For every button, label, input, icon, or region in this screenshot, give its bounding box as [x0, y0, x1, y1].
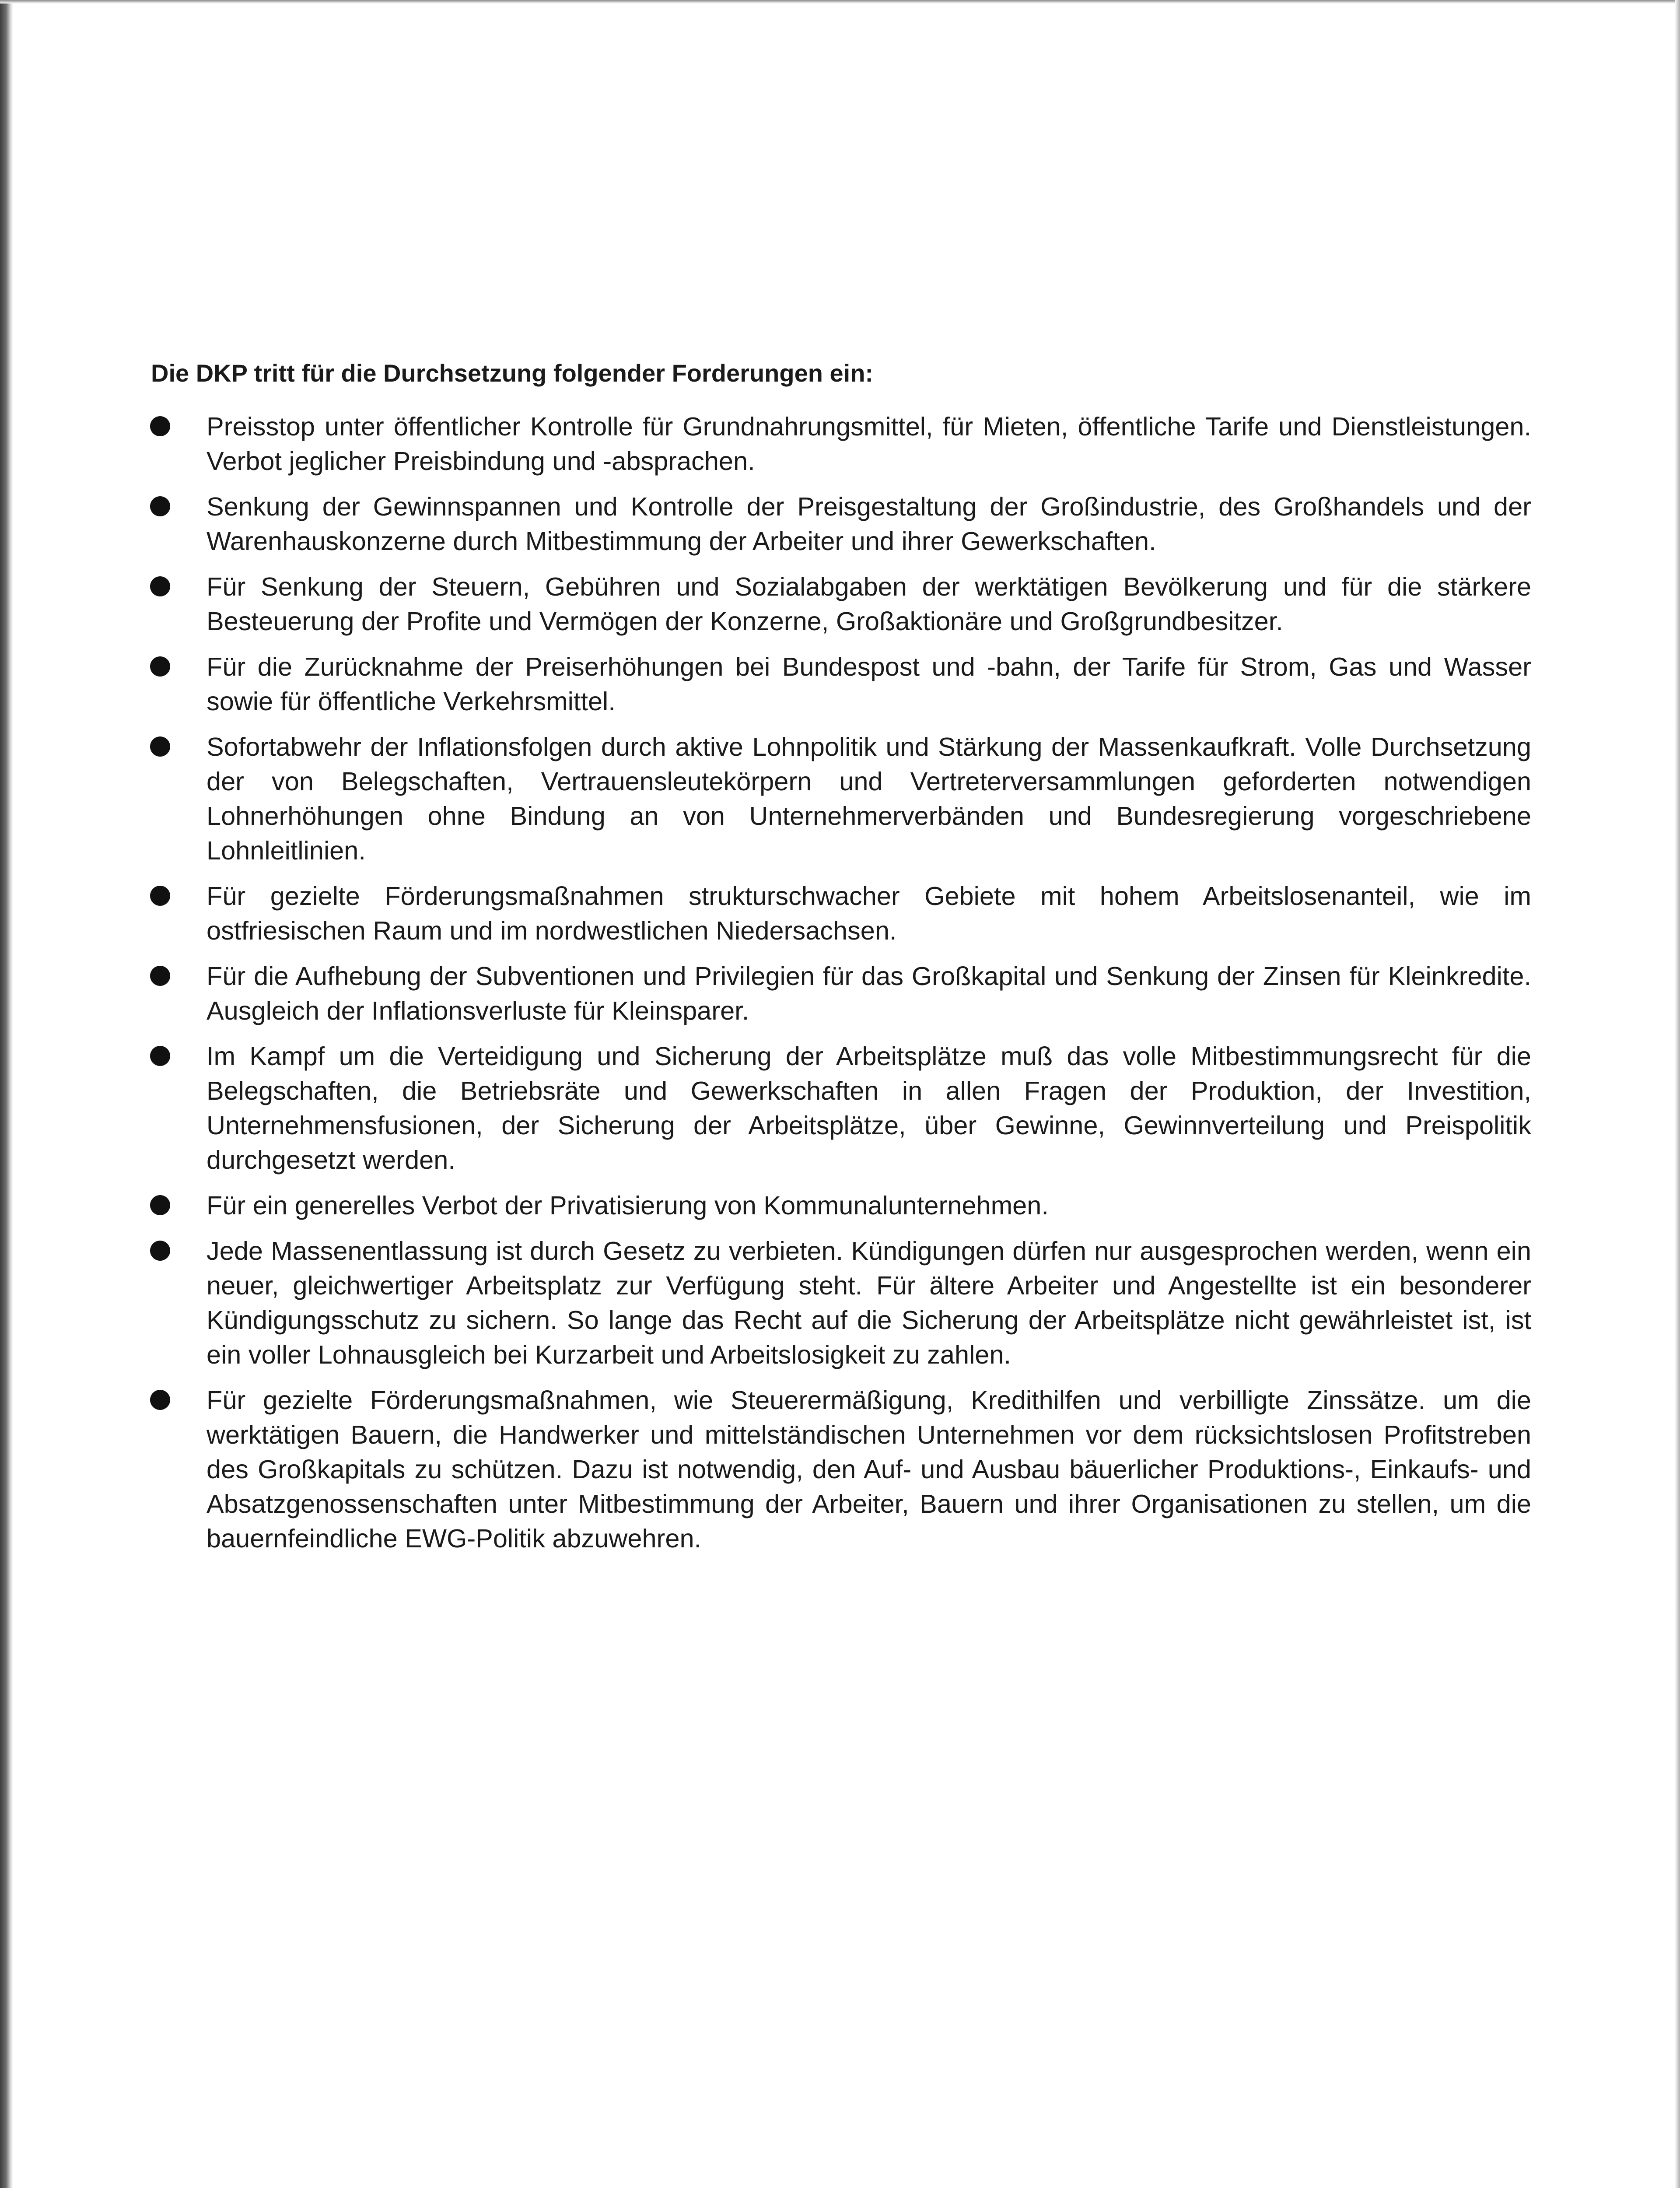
demands-list — [147, 409, 1531, 1567]
bullet-dot — [150, 1241, 170, 1261]
bullet-dot — [150, 736, 170, 757]
demand-text: Für die Zurücknahme der Preiserhöhungen bei Bundespost und -bahn, der Tarife für Strom, Gas und Wasser sowie für öffentliche Verkehrsmittel. — [206, 652, 1531, 716]
demand-text: Senkung der Gewinnspannen und Kontrolle der Preisgestaltung der Großindustrie, des Großhandels und der Warenhauskonzerne durch Mitbestimmung der Arbeiter und ihrer Gewerkschaften. — [206, 492, 1531, 556]
demand-text: Sofortabwehr der Inflationsfolgen durch aktive Lohnpolitik und Stärkung der Massenkaufkraft. Volle Durchsetzung der von Belegschaften, Vertrauensleutekörpern und Vertreterversammlungen geforderten notwendigen Lohnerhöhungen ohne Bindung an von Unternehmerverbänden und Bundesregierung vorgeschriebene Lohnleitlinien. — [206, 732, 1531, 865]
bullet-dot — [150, 966, 170, 986]
bullet-dot — [150, 1390, 170, 1410]
demand-item — [147, 1188, 1531, 1223]
page-edge-shadow-left — [0, 0, 13, 2188]
demand-item — [147, 409, 1531, 478]
demand-text: Für gezielte Förderungsmaßnahmen strukturschwacher Gebiete mit hohem Arbeitslosenanteil, wie im ostfriesischen Raum und im nordwestlichen Niedersachsen. — [206, 881, 1531, 945]
demand-text: Für die Aufhebung der Subventionen und Privilegien für das Großkapital und Senkung der Zinsen für Kleinkredite. Ausgleich der Inflationsverluste für Kleinsparer. — [206, 961, 1531, 1025]
demand-item — [147, 729, 1531, 868]
demand-item — [147, 1234, 1531, 1372]
bullet-dot — [150, 656, 170, 677]
demand-item — [147, 649, 1531, 719]
demand-item — [147, 489, 1531, 558]
demand-text: Für gezielte Förderungsmaßnahmen, wie Steuerermäßigung, Kredithilfen und verbilligte Zinssätze. um die werktätigen Bauern, die Handwerker und mittelständischen Unternehmen vor dem rücksichtslosen Profitstreben des Großkapitals zu schützen. Dazu ist notwendig, den Auf- und Ausbau bäuerlicher Produktions-, Einkaufs- und Absatzgenossenschaften unter Mitbestimmung der Arbeiter, Bauern und ihrer Organisationen zu stellen, um die bauernfeindliche EWG-Politik abzuwehren. — [206, 1385, 1531, 1553]
bullet-dot — [150, 1195, 170, 1215]
demand-item — [147, 879, 1531, 948]
page-edge-shadow-top — [0, 0, 1680, 4]
section-heading: Die DKP tritt für die Durchsetzung folgender Forderungen ein: — [151, 359, 874, 387]
demand-item — [147, 1383, 1531, 1556]
bullet-dot — [150, 416, 170, 436]
demand-item — [147, 1039, 1531, 1177]
demand-text: Jede Massenentlassung ist durch Gesetz zu verbieten. Kündigungen dürfen nur ausgesprochen werden, wenn ein neuer, gleichwertiger Arbeitsplatz zur Verfügung steht. Für ältere Arbeiter und Angestellte ist ein besonderer Kündigungsschutz zu sichern. So lange das Recht auf die Sicherung der Arbeitsplätze nicht gewährleistet ist, ist ein voller Lohnausgleich bei Kurzarbeit und Arbeitslosigkeit zu zahlen. — [206, 1236, 1531, 1369]
bullet-dot — [150, 576, 170, 596]
demand-text: Für ein generelles Verbot der Privatisierung von Kommunalunternehmen. — [206, 1191, 1049, 1220]
demand-item — [147, 959, 1531, 1028]
demand-text: Preisstop unter öffentlicher Kontrolle für Grundnahrungsmittel, für Mieten, öffentliche Tarife und Dienstleistungen. Verbot jeglicher Preisbindung und -absprachen. — [206, 412, 1531, 476]
page-edge-shadow-right — [1675, 0, 1680, 2188]
bullet-dot — [150, 1046, 170, 1066]
bullet-dot — [150, 496, 170, 516]
demand-text: Für Senkung der Steuern, Gebühren und Sozialabgaben der werktätigen Bevölkerung und für die stärkere Besteuerung der Profite und Vermögen der Konzerne, Großaktionäre und Großgrundbesitzer. — [206, 572, 1531, 636]
demand-text: Im Kampf um die Verteidigung und Sicherung der Arbeitsplätze muß das volle Mitbestimmungsrecht für die Belegschaften, die Betriebsräte und Gewerkschaften in allen Fragen der Produktion, der Investition, Unternehmensfusionen, der Sicherung der Arbeitsplätze, über Gewinne, Gewinnverteilung und Preispolitik durchgesetzt werden. — [206, 1041, 1531, 1175]
bullet-dot — [150, 886, 170, 906]
demand-item — [147, 569, 1531, 638]
